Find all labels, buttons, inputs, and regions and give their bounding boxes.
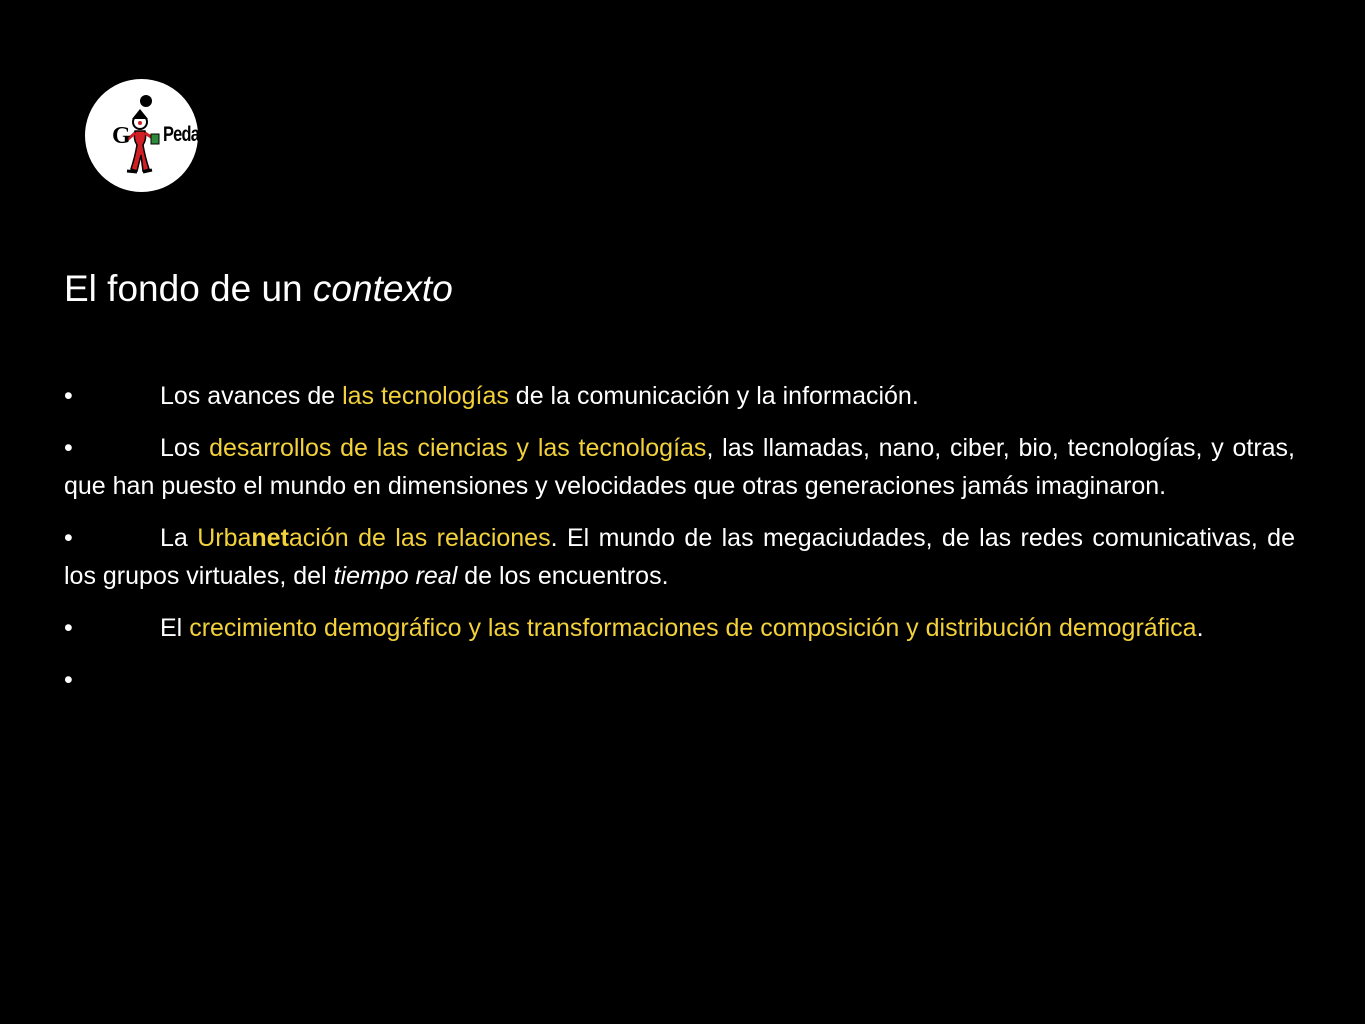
item-highlight: desarrollos de las ciencias y las tecnologías xyxy=(209,434,707,462)
item-highlight: crecimiento demográfico y las transformaciones de composición y distribución demográfica xyxy=(189,614,1197,642)
logo-word: Pedagogía xyxy=(163,123,239,146)
item-text: de los encuentros. xyxy=(457,562,669,590)
list-item xyxy=(64,519,1295,595)
bullet-list xyxy=(64,377,1295,713)
item-text: , las llamadas, nano, ciber, bio, tecnologías, y otras, que han puesto el mundo en dimensiones y velocidades que otras generaciones jamás imaginaron. xyxy=(64,434,1295,500)
item-highlight: ación de las relaciones xyxy=(288,524,551,552)
slide-title xyxy=(64,266,453,312)
item-text: . El mundo de las megaciudades, de las redes comunicativas, de los grupos virtuales, del xyxy=(64,524,1295,590)
title-main: El fondo de un xyxy=(64,268,313,309)
bullet-marker: • xyxy=(64,382,73,410)
bullet-marker: • xyxy=(64,434,73,462)
item-highlight-bold: net xyxy=(251,524,289,552)
item-text: La xyxy=(160,524,198,552)
list-item xyxy=(64,429,1295,505)
bullet-marker: • xyxy=(64,524,73,552)
bullet-marker: • xyxy=(64,614,73,642)
item-text: Los avances de xyxy=(160,382,343,410)
item-highlight: las tecnologías xyxy=(342,382,509,410)
item-text: . xyxy=(1196,614,1204,642)
item-text: de la comunicación y la información. xyxy=(508,382,919,410)
item-italic: tiempo real xyxy=(333,562,458,590)
list-item-empty xyxy=(64,661,1295,699)
title-italic: contexto xyxy=(312,268,453,309)
list-item xyxy=(64,609,1295,647)
item-highlight: Urba xyxy=(197,524,252,552)
logo-letter: G xyxy=(112,123,131,149)
bullet-marker: • xyxy=(64,666,73,694)
list-item xyxy=(64,377,1295,415)
item-text: El xyxy=(160,614,190,642)
item-text: Los xyxy=(160,434,210,462)
gi-pedagogia-logo xyxy=(85,79,315,195)
